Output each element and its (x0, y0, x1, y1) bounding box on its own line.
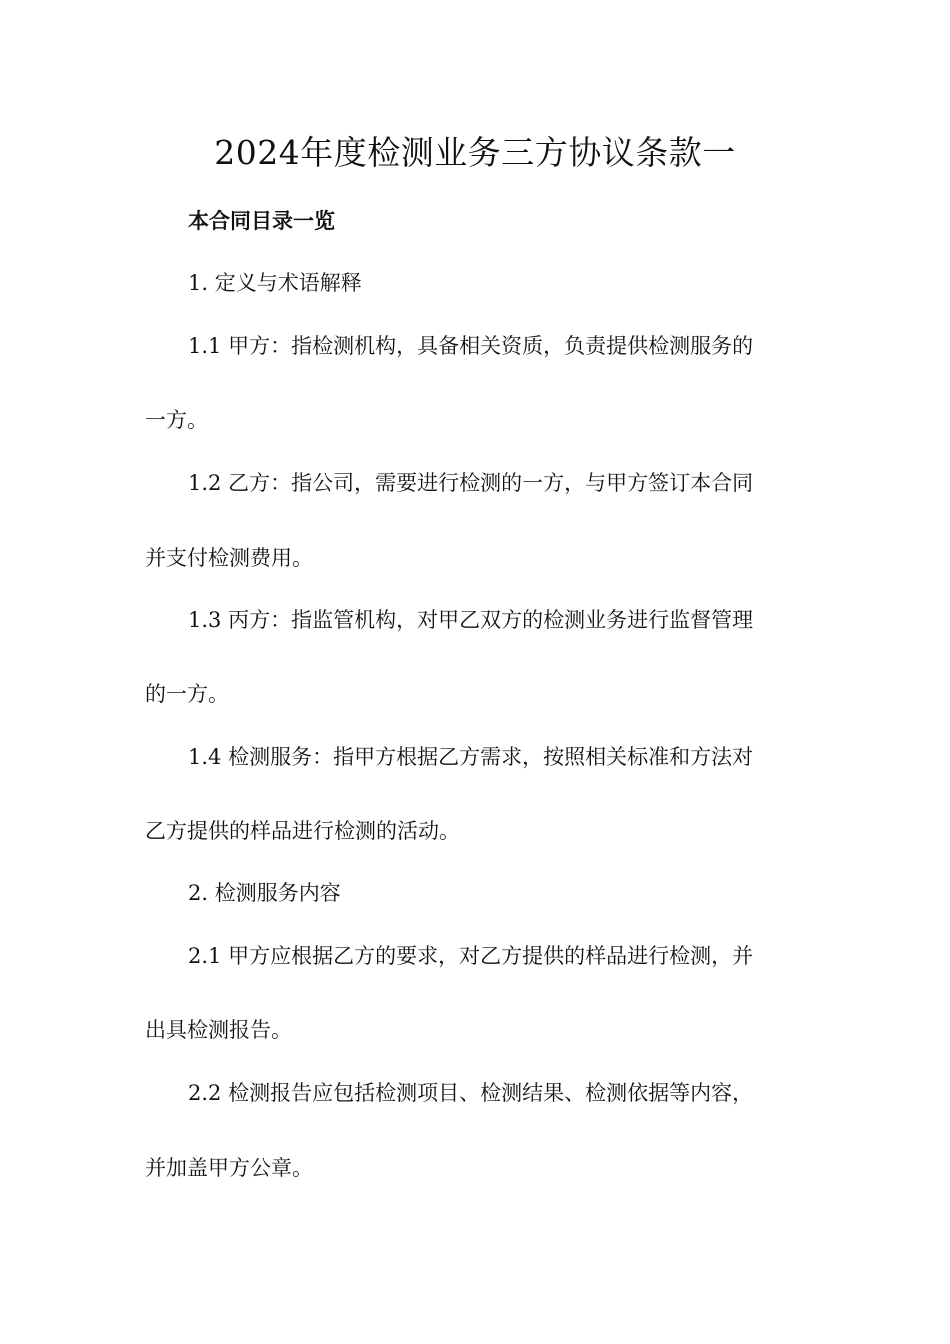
section-heading-2: 2. 检测服务内容 (188, 881, 341, 905)
clause-1-3-line-2: 的一方。 (145, 682, 229, 706)
clause-2-2-line-1: 2.2 检测报告应包括检测项目、检测结果、检测依据等内容， (188, 1081, 754, 1105)
clause-2-2-line-2: 并加盖甲方公章。 (145, 1156, 313, 1180)
clause-1-4-line-1: 1.4 检测服务：指甲方根据乙方需求，按照相关标准和方法对 (188, 745, 754, 769)
section-heading-1: 1. 定义与术语解释 (188, 271, 362, 295)
clause-2-1-line-1: 2.1 甲方应根据乙方的要求，对乙方提供的样品进行检测，并 (188, 944, 754, 968)
document-title: 2024年度检测业务三方协议条款一 (214, 133, 736, 172)
clause-1-3-line-1: 1.3 丙方：指监管机构，对甲乙双方的检测业务进行监督管理 (188, 608, 754, 632)
toc-heading: 本合同目录一览 (188, 209, 335, 233)
clause-1-1-line-2: 一方。 (145, 408, 208, 432)
clause-1-2-line-1: 1.2 乙方：指公司，需要进行检测的一方，与甲方签订本合同 (188, 471, 754, 495)
clause-2-1-line-2: 出具检测报告。 (145, 1018, 292, 1042)
clause-1-1-line-1: 1.1 甲方：指检测机构，具备相关资质，负责提供检测服务的 (188, 334, 754, 358)
clause-1-4-line-2: 乙方提供的样品进行检测的活动。 (145, 819, 460, 843)
clause-1-2-line-2: 并支付检测费用。 (145, 546, 313, 570)
